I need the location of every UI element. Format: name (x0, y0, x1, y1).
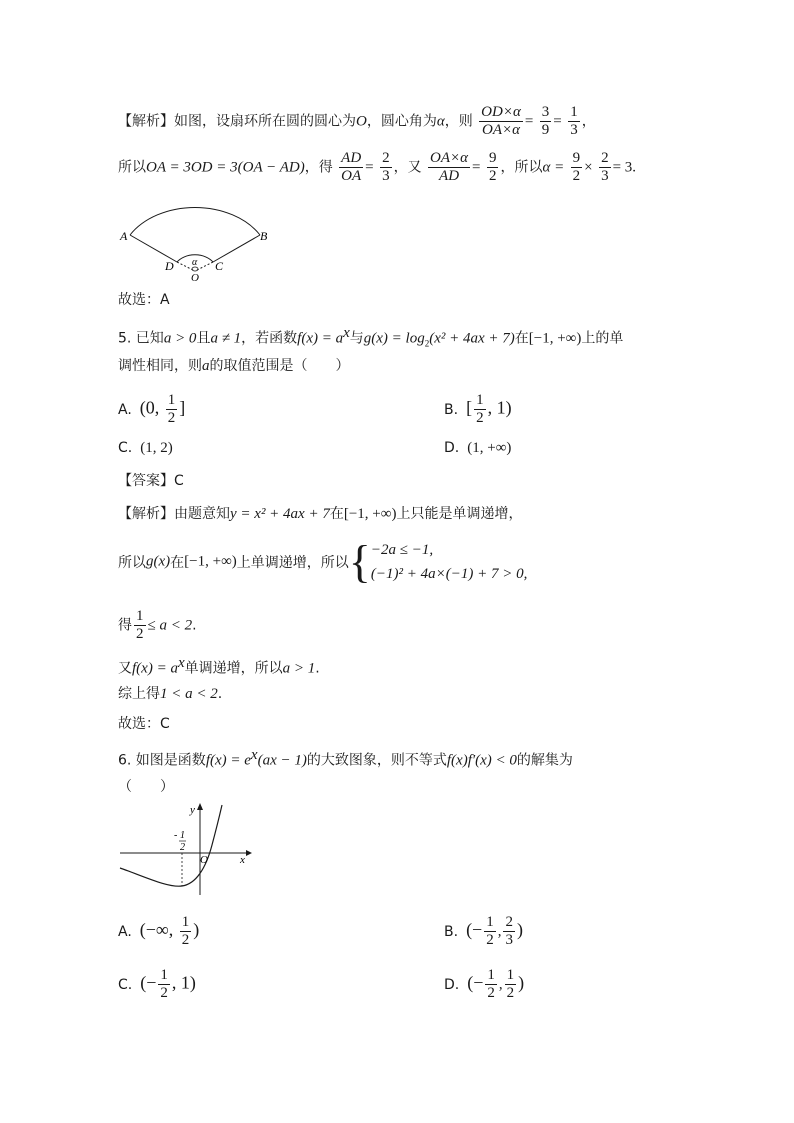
curve (120, 805, 222, 886)
fraction: $\frac{AD}{OA}$ (341, 150, 362, 184)
label-O: O (200, 854, 208, 866)
q5-answer: 故选：C (118, 716, 170, 732)
q5-stem-line-2: 调性相同，则a的取值范围是（ ） (118, 358, 350, 374)
q5-answer-tag: 【答案】C (118, 473, 184, 489)
q5-option-d[interactable]: D. (1, +∞) (444, 440, 512, 456)
system-brace: { (348, 536, 371, 587)
edge-AD (130, 235, 177, 262)
label-A: A (120, 229, 128, 243)
label-alpha: α (192, 257, 198, 268)
q5-analysis-line-5: 综上得1 < a < 2. (118, 686, 223, 702)
q5-analysis-line-1: 【解析】由题意知y = x² + 4ax + 7在[−1, +∞)上只能是单调递增， (118, 506, 523, 522)
y-axis-arrow (197, 803, 203, 810)
fraction: $\frac{2}{3}$ (601, 150, 609, 184)
label-x: x (240, 854, 245, 866)
q6-option-a[interactable]: A. (−∞, $\frac{1}{2}$ ) (118, 914, 200, 948)
fraction: $\frac{2}{3}$ (382, 150, 390, 184)
fraction: $\frac{OD\times\alpha}{OA\times\alpha}$ (481, 104, 521, 138)
q6-stem-line-2: （ ） (118, 779, 174, 795)
edge-BC (213, 235, 260, 262)
label-minus: - (174, 830, 178, 841)
sector-ring-figure (115, 190, 285, 290)
q5-analysis-line-4: 又$f(x) = a^x$单调递增，所以a > 1. (118, 655, 320, 677)
label-C: C (215, 259, 224, 273)
q5-option-c[interactable]: C. (1, 2) (118, 440, 173, 456)
q6-stem-line-1: 6. 如图是函数$f(x) = e^x(ax - 1)$的大致图象，则不等式f(x)f′(x) < 0的解集为 (118, 747, 573, 769)
q5-analysis-line-3: 得 $\frac{1}{2}$ ≤ a < 2. (118, 608, 197, 642)
q5-analysis-line-2: 所以g(x)在[−1, +∞)上单调递增，所以{ −2a ≤ −1, (−1)² + 4a×(−1) + 7 > 0, (118, 536, 528, 587)
x-axis-arrow (246, 850, 252, 856)
fraction: $\frac{9}{2}$ (572, 150, 581, 184)
label-y: y (190, 804, 195, 816)
q4-analysis-line-1: 【解析】如图，设扇环所在圆的圆心为O，圆心角为α，则 $\frac{OD\times\alpha}{OA\times\alpha}$ = $\frac{3}{9}$ = $\frac{1}{3}$ ， (118, 104, 596, 138)
q5-option-a[interactable]: A. (0, $\frac{1}{2}$ ] (118, 392, 186, 426)
fraction: $\frac{OA\times\alpha}{AD}$ (430, 150, 469, 184)
q6-option-c[interactable]: C. (− $\frac{1}{2}$ , 1) (118, 967, 196, 1001)
function-graph (118, 800, 258, 900)
q4-analysis-line-2: 所以OA = 3OD = 3(OA − AD)，得 $\frac{AD}{OA}$ = $\frac{2}{3}$ ，又 $\frac{OA\times\alpha}{AD}$ = $\frac{9}{2}$ ，所以α = $\frac{9}{2}$ × $\frac{2}{3}$ = 3. (118, 150, 637, 184)
label-half-num: 1 (180, 830, 185, 841)
label-half-den: 2 (180, 842, 185, 853)
inequality-system: −2a ≤ −1, (−1)² + 4a×(−1) + 7 > 0, (370, 542, 528, 582)
fraction: $\frac{3}{9}$ (541, 104, 550, 138)
analysis-tag: 【解析】 (118, 113, 174, 130)
q5-stem-line-1: 5. 已知a > 0且a ≠ 1，若函数$f(x) = a^x$与$g(x) = \log_2(x^2 + 4ax + 7)$在[−1, +∞)上的单 (118, 325, 624, 349)
q6-option-b[interactable]: B. (− $\frac{1}{2}$ , $\frac{2}{3}$ ) (444, 914, 523, 948)
q4-answer: 故选：A (118, 292, 170, 308)
fraction: $\frac{1}{3}$ (570, 104, 578, 138)
outer-arc (130, 207, 260, 235)
q6-option-d[interactable]: D. (− $\frac{1}{2}$ , $\frac{1}{2}$ ) (444, 967, 525, 1001)
fraction: $\frac{9}{2}$ (488, 150, 497, 184)
label-D: D (165, 259, 174, 273)
q5-option-b[interactable]: B. [ $\frac{1}{2}$ , 1) (444, 392, 512, 426)
label-B: B (260, 229, 268, 243)
label-O: O (191, 272, 199, 284)
